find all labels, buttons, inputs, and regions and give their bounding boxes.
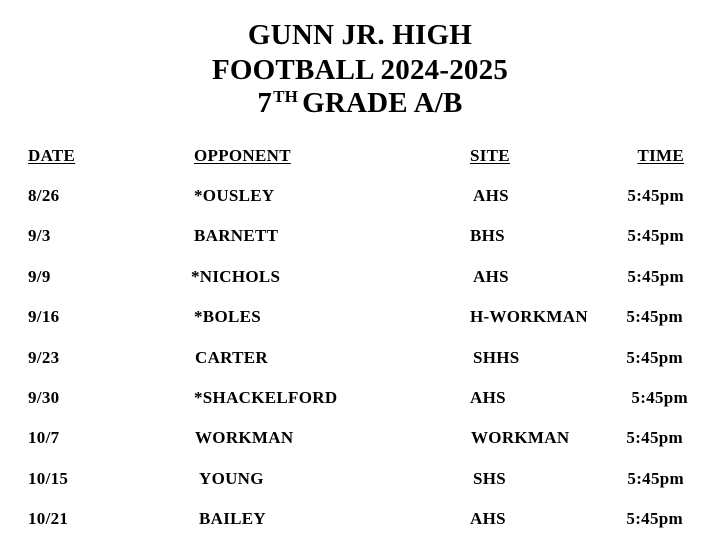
game-opponent: BAILEY bbox=[199, 509, 266, 529]
table-row bbox=[0, 186, 720, 206]
table-row bbox=[0, 509, 720, 529]
grade-ordinal-suffix: TH bbox=[273, 87, 299, 106]
game-time: 5:45pm bbox=[627, 468, 684, 488]
season-title: FOOTBALL 2024-2025 bbox=[211, 54, 509, 86]
header-opponent: OPPONENT bbox=[194, 146, 291, 165]
game-time: 5:45pm bbox=[631, 388, 688, 407]
game-time: 5:45pm bbox=[626, 347, 683, 367]
game-date: 9/9 bbox=[28, 266, 51, 286]
game-time: 5:45pm bbox=[627, 266, 684, 286]
table-row bbox=[0, 307, 720, 327]
game-opponent: *SHACKELFORD bbox=[194, 388, 338, 407]
game-date: 9/23 bbox=[28, 347, 60, 367]
header-site: SITE bbox=[470, 146, 510, 165]
game-site: AHS bbox=[470, 388, 506, 407]
game-date: 8/26 bbox=[28, 186, 60, 205]
table-row bbox=[0, 388, 720, 408]
game-opponent: BARNETT bbox=[194, 226, 279, 246]
game-time: 5:45pm bbox=[627, 226, 684, 246]
game-time: 5:45pm bbox=[626, 428, 683, 448]
game-date: 9/3 bbox=[28, 226, 51, 246]
game-date: 10/15 bbox=[28, 468, 69, 488]
game-time: 5:45pm bbox=[627, 186, 684, 205]
table-row bbox=[0, 428, 720, 448]
game-time: 5:45pm bbox=[626, 307, 683, 327]
game-site: AHS bbox=[473, 266, 509, 286]
game-date: 9/16 bbox=[28, 307, 60, 327]
header-date: DATE bbox=[28, 146, 76, 165]
school-title: GUNN JR. HIGH bbox=[247, 19, 473, 51]
game-site: SHHS bbox=[473, 347, 520, 367]
game-date: 10/7 bbox=[28, 428, 60, 448]
game-opponent: *OUSLEY bbox=[194, 186, 275, 205]
grade-label: GRADE A/B bbox=[302, 87, 463, 119]
table-row bbox=[0, 469, 720, 489]
game-site: AHS bbox=[470, 509, 506, 529]
game-opponent: YOUNG bbox=[199, 468, 264, 488]
grade-number: 7 bbox=[257, 87, 273, 119]
game-site: AHS bbox=[473, 186, 509, 205]
grade-title bbox=[0, 87, 720, 119]
game-site: H-WORKMAN bbox=[470, 307, 588, 327]
game-opponent: *NICHOLS bbox=[191, 266, 281, 286]
game-site: WORKMAN bbox=[471, 428, 570, 448]
table-row bbox=[0, 267, 720, 287]
game-site: BHS bbox=[470, 226, 505, 246]
table-row bbox=[0, 348, 720, 368]
game-site: SHS bbox=[473, 468, 507, 488]
game-opponent: WORKMAN bbox=[195, 428, 294, 448]
game-date: 9/30 bbox=[28, 388, 60, 407]
table-row bbox=[0, 226, 720, 246]
header-time: TIME bbox=[637, 146, 684, 165]
game-time: 5:45pm bbox=[626, 509, 683, 529]
game-date: 10/21 bbox=[28, 509, 69, 529]
game-opponent: CARTER bbox=[195, 347, 268, 367]
game-opponent: *BOLES bbox=[194, 307, 261, 327]
